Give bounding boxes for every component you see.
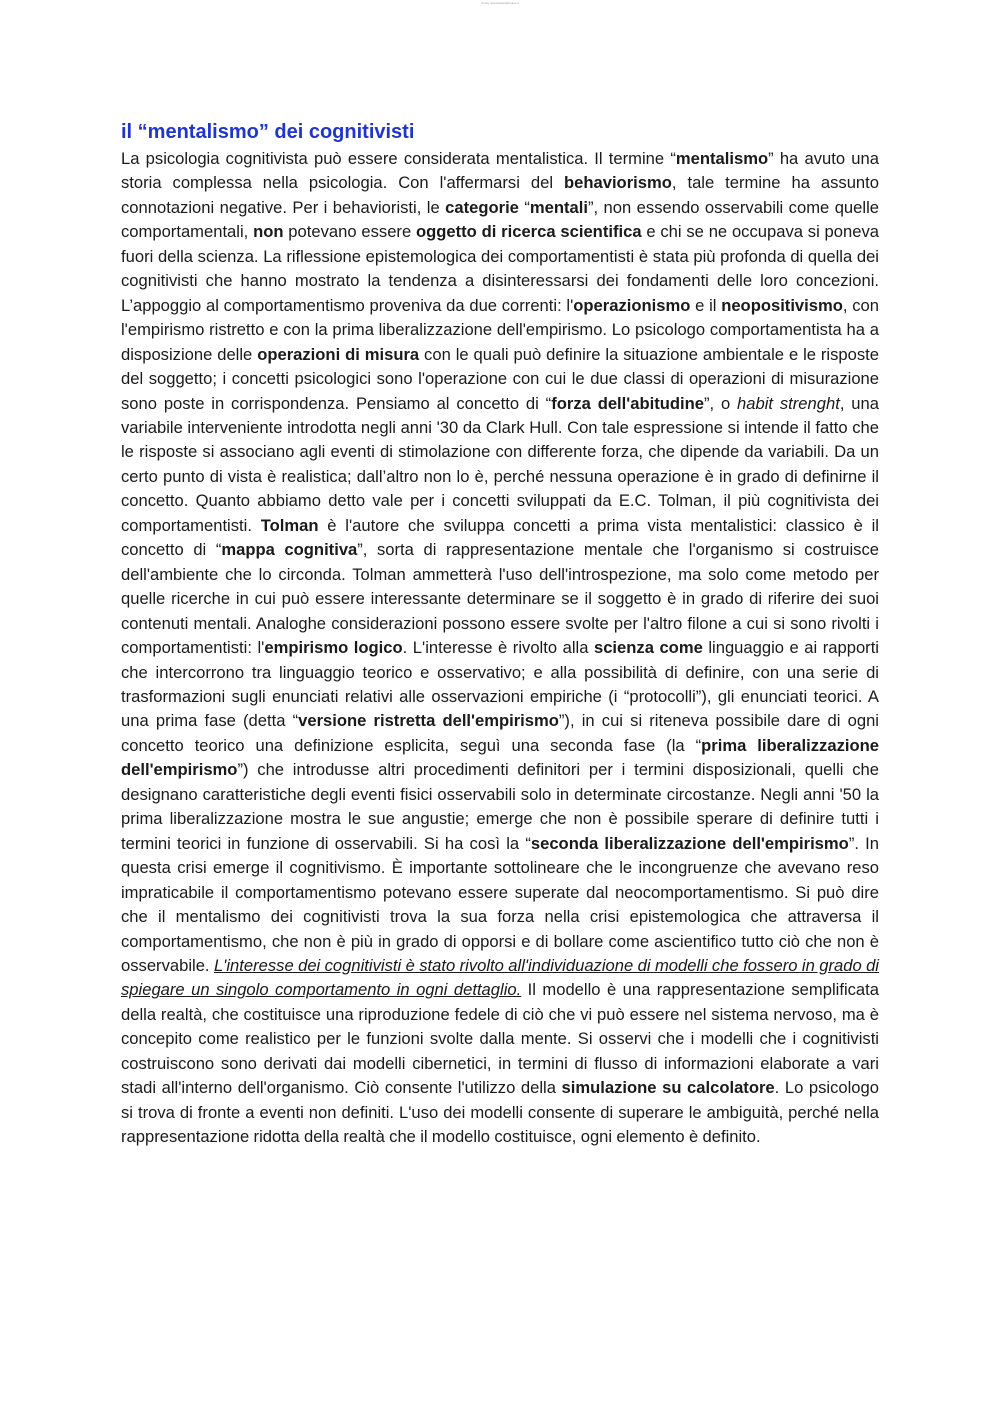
bold-term: forza dell'abitudine — [551, 393, 704, 413]
bold-term: categorie — [445, 197, 519, 217]
text-run: “ — [518, 197, 530, 217]
text-run: e chi se ne occupava si poneva fuori della scienza. La riflessione epistemologica dei comportamentisti è stata più profonda di quella dei cognitivisti che hanno mostrato la tendenza a disinteressarsi dei fondamenti delle loro concezioni. L’appoggio al comportamentismo proveniva da due correnti: l' — [121, 222, 879, 315]
bold-term: scienza come — [593, 638, 703, 658]
text-run: ”) che introdusse altri procedimenti definitori per i termini disposizionali, quelli che designano caratteristiche degli eventi fisici osservabili solo in determinate circostanze. Negli anni '50 la prima liberalizzazione mostra le sue angustie; emerge che non è possibile sperare di definire tutti i termini teorici in funzione di osservabili. Si ha così la “ — [121, 760, 879, 853]
text-run: , una variabile interveniente introdotta negli anni '30 da Clark Hull. Con tale espressione si intende il fatto che le risposte si associano agli eventi di stimolazione con differente forza, che dipende da variabili. Da un certo punto di vista è realistica; dall’altro non lo è, perché nessuna operazione è in grado di definirne il concetto. Quanto abbiamo detto vale per i concetti sviluppati da E.C. Tolman, il più cognitivista dei comportamentisti. — [121, 393, 879, 535]
text-run: ”, sorta di rappresentazione mentale che l'organismo si costruisce dell'ambiente che lo circonda. Tolman ammetterà l'uso dell'introspezione, ma solo come metodo per quelle ricerche in cui può essere interessante determinare se il soggetto è in grado di riferire dei suoi contenuti mentali. Analoghe considerazioni possono essere svolte per l'altro filone a cui si sono rivolti i comportamentisti: l' — [121, 540, 879, 658]
bold-term: operazionismo — [573, 295, 691, 315]
text-run: . Lo psicologo si trova di fronte a eventi non definiti. L'uso dei modelli consente di superare le ambiguità, perché nella rappresentazione ridotta della realtà che il modello costituisce, ogni elemento è definito. — [121, 1078, 879, 1147]
bold-term: operazioni di misura — [257, 344, 420, 364]
text-run: potevano essere — [283, 222, 416, 242]
bold-term: Tolman — [260, 515, 319, 535]
bold-term: mentalismo — [675, 149, 769, 168]
text-run: linguaggio e ai rapporti che intercorrono tra linguaggio teorico e osservativo; e alla possibilità di definire, con una serie di trasformazioni sugli enunciati relativi alle osservazioni empiriche (i “protocolli”), gli enunciati teorici. A una prima fase (detta “ — [121, 638, 879, 731]
text-run: , con l'empirismo ristretto e con la prima liberalizzazione dell'empirismo. Lo psicologo comportamentista ha a disposizione delle — [121, 295, 879, 364]
bold-term: behaviorismo — [563, 173, 672, 193]
bold-term: prima liberalizzazione dell'empirismo — [121, 735, 879, 780]
text-run: La psicologia cognitivista può essere considerata mentalistica. Il termine “ — [121, 149, 676, 168]
bold-term: simulazione su calcolatore — [561, 1078, 775, 1098]
bold-term: empirismo logico — [264, 638, 403, 658]
text-run: Il modello è una rappresentazione semplificata della realtà, che costituisce una riproduzione fedele di ciò che vi può essere nel sistema nervoso, ma è concepito come realistico per le funzioni svolte dalla mente. Si osservi che i modelli che i cognitivisti costruiscono sono derivati dai modelli cibernetici, in termini di flusso di informazioni elaborate a vari stadi all'interno dell'organismo. Ciò consente l'utilizzo della — [121, 980, 880, 1098]
text-run: ”, non essendo osservabili come quelle comportamentali, — [121, 197, 879, 242]
bold-term: mentali — [529, 197, 588, 217]
bold-term: seconda liberalizzazione dell'empirismo — [530, 833, 849, 853]
italic-term: habit strenght — [737, 393, 840, 413]
bold-term: mappa cognitiva — [221, 540, 358, 560]
text-run: . L'interesse è rivolto alla — [402, 638, 594, 658]
text-run: e il — [690, 295, 722, 315]
bold-term: oggetto di ricerca scientifica — [415, 222, 642, 242]
document-title: il “mentalismo” dei cognitivisti — [121, 121, 415, 143]
text-run: , tale termine ha assunto connotazioni negative. Per i behavioristi, le — [121, 173, 880, 217]
text-run: è l'autore che sviluppa concetti a prima vista mentalistici: classico è il concetto di “ — [121, 515, 879, 560]
text-run: ” ha avuto una storia complessa nella psicologia. Con l'affermarsi del — [121, 149, 879, 193]
text-run: ”. In questa crisi emerge il cognitivismo. È importante sottolineare che le incongruenze che avevano reso impraticabile il comportamentismo potevano essere superate dal neocomportamentismo. Si può dire che il mentalismo dei cognitivisti trova la sua forza nella crisi epistemologica che attraversa il comportamentismo, che non è più in grado di opporsi e di bollare come ascientifico tutto ciò che non è osservabile. — [121, 833, 880, 975]
text-run: con le quali può definire la situazione ambientale e le risposte del soggetto; i concetti psicologici sono l'operazione con cui le due classi di operazioni di misurazione sono poste in corrispondenza. Pensiamo al concetto di “ — [121, 344, 879, 413]
underlined-sentence: L'interesse dei cognitivisti è stato rivolto all'individuazione di modelli che fossero in grado di spiegare un singolo comportamento in ogni dettaglio. — [121, 955, 879, 1000]
page-header: Fonte: ilcentroaccademico.it — [481, 1, 519, 5]
text-run: ”), in cui si riteneva possibile dare di ogni concetto teorico una definizione esplicita, seguì una seconda fase (la “ — [121, 711, 879, 755]
bold-term: versione ristretta dell'empirismo — [298, 711, 559, 731]
bold-term: non — [253, 222, 284, 242]
text-run: ”, o — [703, 393, 738, 413]
bold-term: neopositivismo — [721, 295, 843, 315]
body-paragraph — [121, 147, 879, 1150]
